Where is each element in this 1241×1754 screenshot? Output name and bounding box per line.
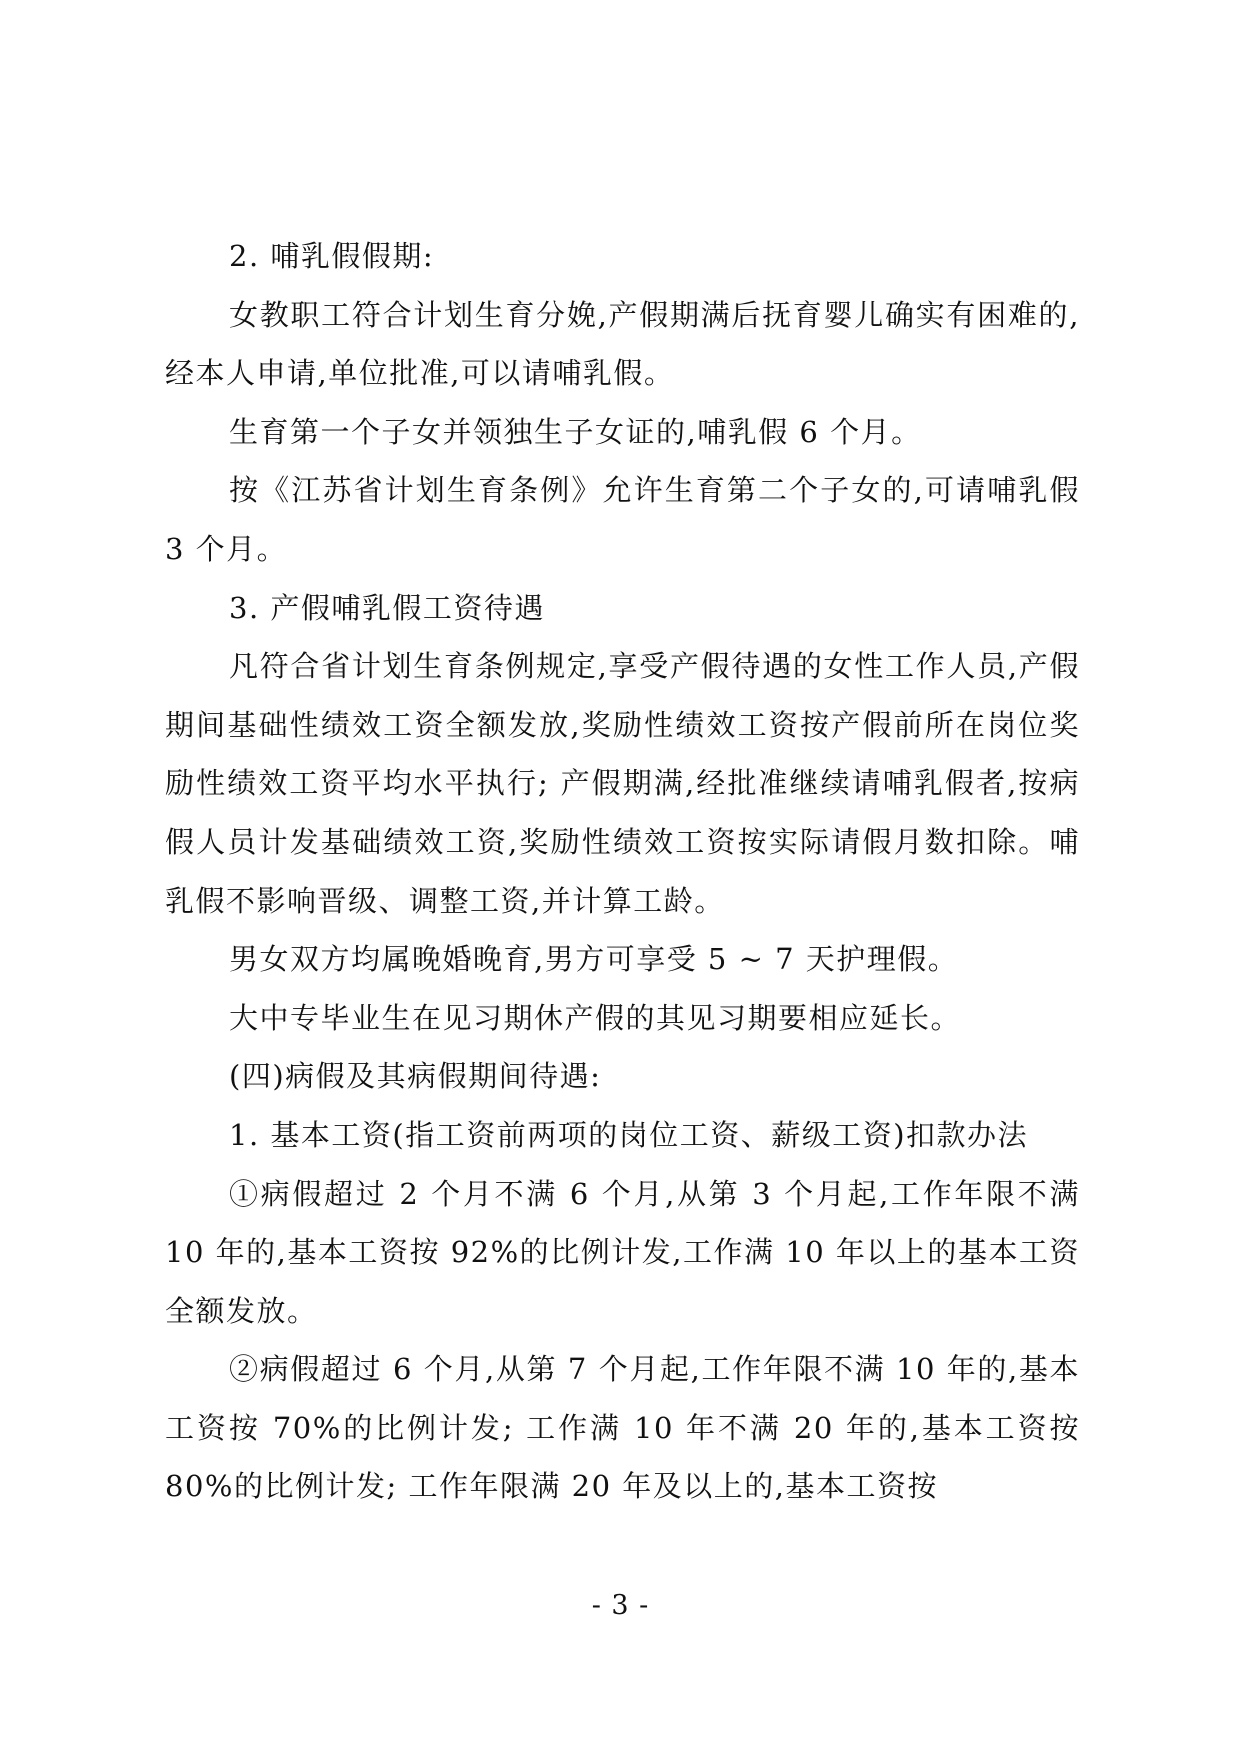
section-heading-leave-wages: 3. 产假哺乳假工资待遇 [229,590,545,625]
paragraph-nursing-leave-eligibility: 女教职工符合计划生育分娩,产假期满后抚育婴儿确实有困难的,经本人申请,单位批准,可以请哺乳假。 [165,297,1080,391]
section-heading-nursing-leave: 2. 哺乳假假期: [229,239,435,273]
paragraph-first-child-nursing-leave: 生育第一个子女并领独生子女证的,哺乳假 6 个月。 [229,414,922,449]
paragraph-graduate-probation: 大中专毕业生在见习期休产假的其见习期要相应延长。 [229,1000,962,1035]
document-body [165,227,1080,1516]
section-heading-basic-wage-deduction: 1. 基本工资(指工资前两项的岗位工资、薪级工资)扣款办法 [229,1117,1029,1152]
page-number: - 3 - [591,1590,650,1621]
paragraph-second-child-nursing-leave: 按《江苏省计划生育条例》允许生育第二个子女的,可请哺乳假 3 个月。 [165,473,1080,566]
paragraph-sick-leave-rule-2: ②病假超过 6 个月,从第 7 个月起,工作年限不满 10 年的,基本工资按 70%的比例计发; 工作满 10 年不满 20 年的,基本工资按 80%的比例计发; 工作年限满 20 年及以上的,基本工资按 [165,1352,1080,1504]
paragraph-paternity-leave: 男女双方均属晚婚晚育,男方可享受 5 ~ 7 天护理假。 [229,942,959,977]
section-heading-sick-leave: (四)病假及其病假期间待遇: [229,1059,602,1094]
paragraph-maternity-wage-policy: 凡符合省计划生育条例规定,享受产假待遇的女性工作人员,产假期间基础性绩效工资全额发放,奖励性绩效工资按产假前所在岗位奖励性绩效工资平均水平执行; 产假期满,经批准继续请哺乳假者,按病假人员计发基础绩效工资,奖励性绩效工资按实际请假月数扣除。哺乳假不影响晋级、调整工资,并计算工龄。 [165,649,1080,918]
paragraph-sick-leave-rule-1: ①病假超过 2 个月不满 6 个月,从第 3 个月起,工作年限不满 10 年的,基本工资按 92%的比例计发,工作满 10 年以上的基本工资全额发放。 [165,1176,1080,1328]
